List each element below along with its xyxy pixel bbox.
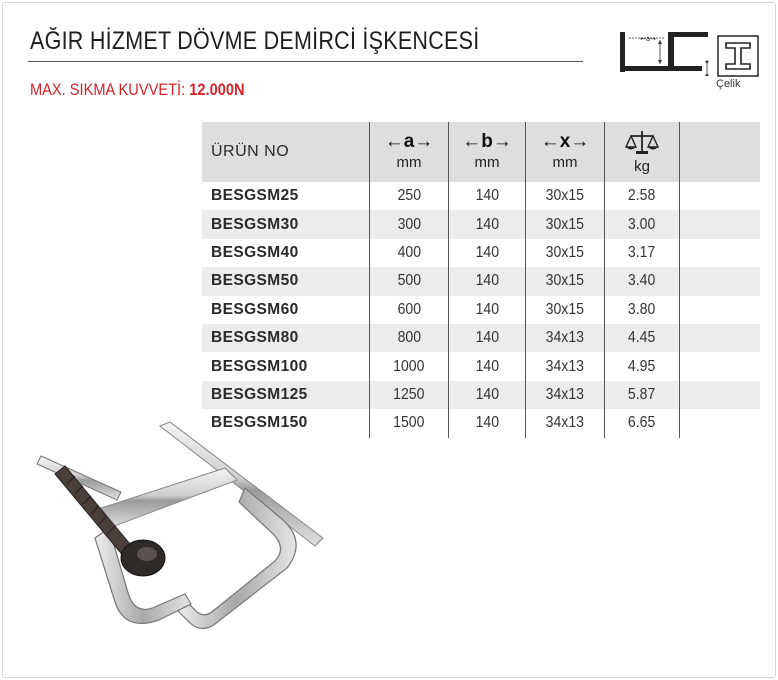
cell-a-value: 300 [397, 215, 421, 233]
table-row [202, 239, 760, 267]
table-row [202, 324, 760, 352]
cell-a [370, 296, 449, 324]
product-code: BESGSM100 [211, 357, 308, 375]
page-title: AĞIR HİZMET DÖVME DEMİRCİ İŞKENCESİ [30, 27, 480, 55]
cell-x-value: 30x15 [545, 187, 585, 205]
cell-kg-value: 6.65 [628, 414, 656, 432]
product-code: BESGSM40 [211, 243, 299, 261]
cell-empty [680, 352, 761, 380]
cell-a [370, 409, 449, 437]
cell-kg-value: 5.87 [628, 385, 656, 403]
product-code: BESGSM60 [211, 300, 299, 318]
cell-a-value: 1500 [393, 414, 425, 432]
table-row [202, 296, 760, 324]
cell-x [526, 210, 605, 238]
cell-a-value: 1000 [393, 357, 425, 375]
cell-x-value: 30x15 [545, 243, 585, 261]
table-row [202, 182, 760, 210]
cell-empty [680, 182, 761, 210]
cell-kg [605, 409, 680, 437]
cell-b-value: 140 [475, 385, 499, 403]
cell-b-value: 140 [475, 357, 499, 375]
spec-table [202, 122, 760, 438]
cell-x [526, 409, 605, 437]
col-header-product-no: ÜRÜN NO [202, 122, 370, 182]
cell-kg [605, 210, 680, 238]
cell-a [370, 210, 449, 238]
cell-a [370, 239, 449, 267]
cell-empty [680, 210, 761, 238]
cell-b-value: 140 [475, 243, 499, 261]
cell-x-value: 30x15 [545, 215, 585, 233]
i-beam-icon [717, 35, 759, 77]
cell-b-value: 140 [475, 300, 499, 318]
forged-clamp-image [25, 418, 325, 663]
cell-kg [605, 352, 680, 380]
cell-b [449, 381, 526, 409]
col-header-weight [605, 122, 680, 182]
cell-empty [680, 267, 761, 295]
col-header-a [370, 122, 449, 182]
cell-x-value: 34x13 [545, 329, 585, 347]
cell-x-value: 30x15 [545, 272, 585, 290]
cell-empty [680, 381, 761, 409]
max-force-label: MAX. SIKMA KUVVETİ: [30, 80, 186, 99]
cell-x-value: 34x13 [545, 414, 585, 432]
dimension-x-symbol: ←x→ [540, 131, 590, 152]
col-header-x [526, 122, 605, 182]
dimension-x-unit: mm [552, 154, 578, 171]
cell-a [370, 324, 449, 352]
product-code: BESGSM25 [211, 187, 299, 205]
cell-kg [605, 239, 680, 267]
cell-b [449, 239, 526, 267]
svg-text:←a→: ←a→ [640, 35, 657, 43]
cell-empty [680, 296, 761, 324]
cell-empty [680, 239, 761, 267]
clamp-dimension-icon [618, 28, 713, 78]
material-label: Çelik [716, 78, 741, 90]
cell-b [449, 324, 526, 352]
table-row [202, 381, 760, 409]
product-code: BESGSM150 [211, 414, 308, 432]
dimension-a-unit: mm [396, 154, 422, 171]
cell-a [370, 352, 449, 380]
col-header-empty [680, 122, 761, 182]
cell-kg [605, 324, 680, 352]
cell-x [526, 182, 605, 210]
cell-b [449, 409, 526, 437]
cell-kg-value: 4.95 [628, 357, 656, 375]
cell-x [526, 296, 605, 324]
cell-empty [680, 409, 761, 437]
cell-x [526, 267, 605, 295]
product-code: BESGSM125 [202, 381, 370, 409]
cell-b [449, 267, 526, 295]
cell-a-value: 500 [397, 272, 421, 290]
cell-x [526, 352, 605, 380]
table-row [202, 352, 760, 380]
cell-b [449, 210, 526, 238]
weight-unit: kg [634, 158, 650, 175]
cell-b-value: 140 [475, 414, 499, 432]
cell-a-value: 800 [397, 329, 421, 347]
weight-scale-icon [625, 129, 659, 157]
cell-kg-value: 3.00 [628, 215, 656, 233]
cell-a [370, 381, 449, 409]
cell-a-value: 250 [397, 187, 421, 205]
table-row [202, 210, 760, 238]
dimension-a-symbol: ←a→ [384, 131, 434, 152]
cell-kg-value: 3.17 [628, 243, 656, 261]
table-header-row [202, 122, 760, 182]
cell-kg-value: 4.45 [628, 329, 656, 347]
cell-x [526, 324, 605, 352]
col-header-b [449, 122, 526, 182]
cell-a [370, 182, 449, 210]
cell-b-value: 140 [475, 272, 499, 290]
max-force-value: 12.000N [189, 80, 245, 99]
cell-kg [605, 182, 680, 210]
product-code: BESGSM50 [202, 267, 370, 295]
cell-b-value: 140 [475, 187, 499, 205]
table-row [202, 267, 760, 295]
cell-b [449, 352, 526, 380]
cell-b-value: 140 [475, 215, 499, 233]
dimension-b-symbol: ←b→ [462, 131, 512, 152]
title-divider [28, 61, 583, 62]
cell-kg [605, 267, 680, 295]
dimension-b-unit: mm [474, 154, 500, 171]
cell-kg-value: 3.80 [628, 300, 656, 318]
cell-a [370, 267, 449, 295]
cell-empty [680, 324, 761, 352]
cell-a-value: 400 [397, 243, 421, 261]
cell-kg [605, 381, 680, 409]
cell-kg-value: 3.40 [628, 272, 656, 290]
cell-b [449, 182, 526, 210]
cell-kg [605, 296, 680, 324]
cell-b-value: 140 [475, 329, 499, 347]
cell-b [449, 296, 526, 324]
product-code: BESGSM80 [202, 324, 370, 352]
product-code: BESGSM30 [202, 210, 370, 238]
cell-x-value: 34x13 [545, 357, 585, 375]
max-clamping-force [30, 80, 245, 100]
cell-a-value: 1250 [393, 385, 425, 403]
cell-a-value: 600 [397, 300, 421, 318]
cell-x [526, 239, 605, 267]
cell-kg-value: 2.58 [628, 187, 656, 205]
cell-x [526, 381, 605, 409]
cell-x-value: 30x15 [545, 300, 585, 318]
cell-x-value: 34x13 [545, 385, 585, 403]
